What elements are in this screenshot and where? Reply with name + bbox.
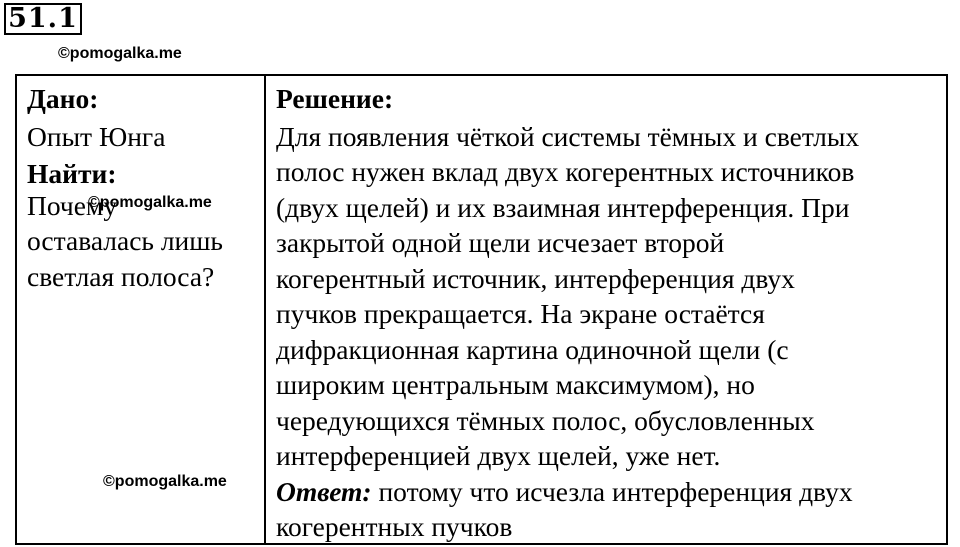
watermark-middle: ©pomogalka.me [88, 194, 212, 211]
solution-line: полос нужен вклад двух когерентных источников [276, 156, 855, 187]
find-heading: Найти: [27, 158, 117, 189]
watermark-top: ©pomogalka.me [58, 45, 182, 62]
solution-line: закрытой одной щели исчезает второй [276, 227, 725, 258]
find-line: светлая полоса? [27, 260, 215, 292]
solution-column [276, 81, 946, 545]
given-heading: Дано: [27, 83, 99, 114]
answer-line: когерентных пучков [276, 511, 513, 542]
solution-heading: Решение: [276, 83, 394, 114]
solution-line: широким центральным максимумом), но [276, 369, 755, 400]
column-divider [264, 76, 266, 543]
solution-line: когерентный источник, интерференция двух [276, 262, 795, 294]
watermark-bottom: ©pomogalka.me [103, 473, 227, 490]
solution-line: дифракционная картина одиночной щели (с [276, 333, 789, 365]
solution-line: пучков прекращается. На экране остаётся [276, 298, 765, 329]
solution-line: чередующихся тёмных полос, обусловленных [276, 404, 815, 436]
problem-number: 51.1 [4, 3, 82, 35]
solution-line: интерференцией двух щелей, уже нет. [276, 440, 721, 471]
find-line: Почему [27, 189, 118, 221]
given-value: Опыт Юнга [27, 120, 166, 152]
answer-text: потому что исчезла интерференция двух [371, 475, 853, 507]
given-column [27, 81, 259, 294]
answer-line [276, 474, 946, 510]
answer-label: Ответ: [276, 475, 372, 507]
solution-line: (двух щелей) и их взаимная интерференция. При [276, 191, 850, 223]
solution-line: Для появления чёткой системы тёмных и светлых [276, 120, 860, 152]
find-line: оставалась лишь [27, 225, 223, 256]
